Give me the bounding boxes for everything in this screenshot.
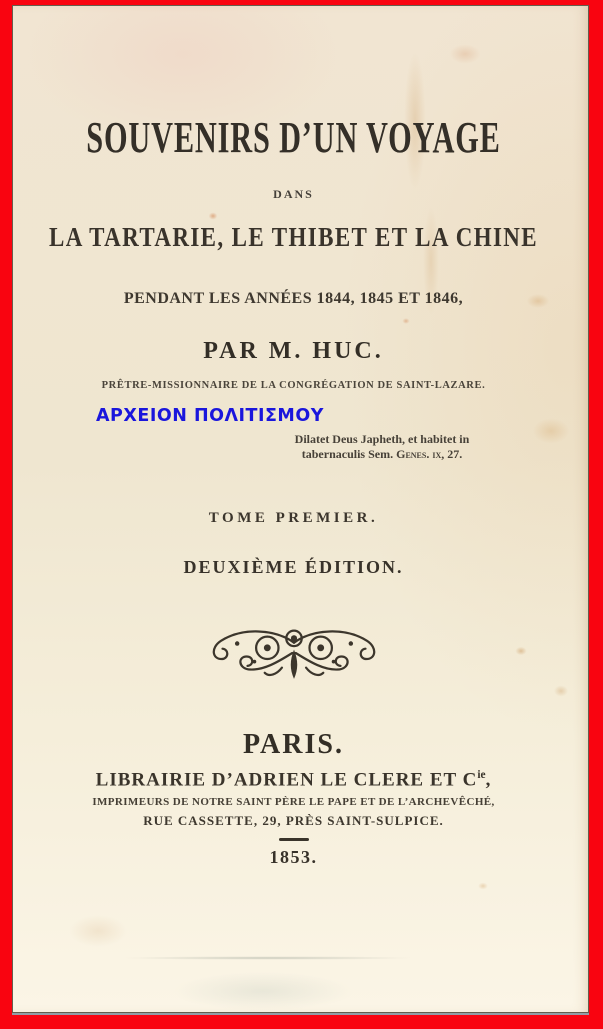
ornament-flourish <box>19 622 568 689</box>
title-page-content <box>19 6 568 1012</box>
epigraph-reference: Genes. ix, 27. <box>396 447 463 461</box>
edition-line: DEUXIÈME ÉDITION. <box>183 557 404 577</box>
book-title: SOUVENIRS D’UN VOYAGE <box>86 113 501 163</box>
publisher-comma: , <box>485 769 492 791</box>
flourish-icon <box>199 622 389 684</box>
imprint-publisher <box>19 769 568 791</box>
imprint-divider <box>279 838 309 841</box>
epigraph-line1: Dilatet Deus Japheth, et habitet in <box>294 432 470 446</box>
watermark-text: ΑΡΧΕΙΟΝ ΠΟΛΙΤΙΣΜΟΥ <box>96 406 324 426</box>
publisher-superscript: ie <box>477 769 486 781</box>
author-role-line: PRÊTRE-MISSIONNAIRE DE LA CONGRÉGATION DE SAINT-LAZARE. <box>101 380 486 391</box>
book-subtitle: LA TARTARIE, LE THIBET ET LA CHINE <box>48 223 539 253</box>
epigraph-line2: tabernaculis Sem. <box>301 447 397 461</box>
author-line: PAR M. HUC. <box>203 338 384 364</box>
scanned-title-page <box>12 5 589 1013</box>
imprint-year: 1853. <box>269 847 318 867</box>
volume-line: TOME PREMIER. <box>208 510 379 526</box>
publisher-name: LIBRAIRIE D’ADRIEN LE CLERE ET C <box>95 769 478 791</box>
title-connector: DANS <box>273 187 314 201</box>
imprint-printers: IMPRIMEURS DE NOTRE SAINT PÈRE LE PAPE ET DE L’ARCHEVÊCHÉ, <box>92 796 495 808</box>
imprint-city: PARIS. <box>243 729 344 760</box>
epigraph <box>275 432 489 462</box>
imprint-address: RUE CASSETTE, 29, PRÈS SAINT-SULPICE. <box>143 813 444 828</box>
date-line: PENDANT LES ANNÉES 1844, 1845 ET 1846, <box>123 290 464 307</box>
